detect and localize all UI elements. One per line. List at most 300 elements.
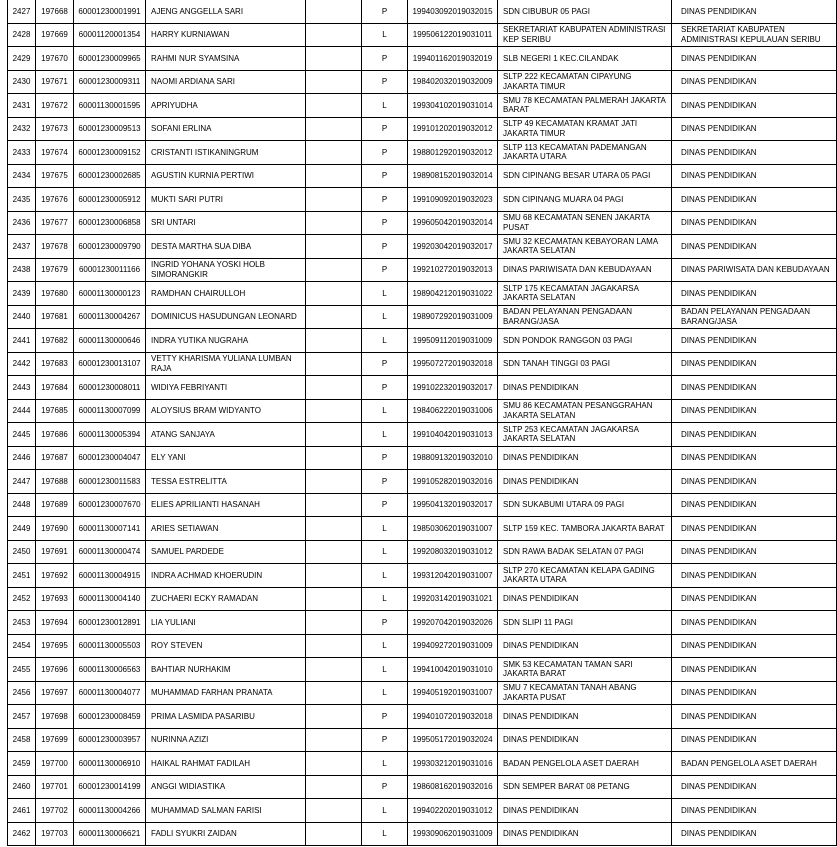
gender-cell: P [362,211,408,235]
gender-cell: L [362,94,408,118]
work-unit-cell: SDN TANAH TINGGI 03 PAGI [498,352,672,376]
row-number-cell: 2454 [8,634,36,658]
gender-cell: L [362,799,408,823]
nip-cell: 199410042019031010 [408,658,498,682]
record-id-cell: 197695 [36,634,74,658]
gender-cell: L [362,564,408,588]
employee-name-cell: DOMINICUS HASUDUNGAN LEONARD [146,305,306,329]
registration-number-cell: 60001230013107 [74,352,146,376]
department-cell: DINAS PENDIDIKAN [672,564,837,588]
table-row [8,658,837,682]
employee-name-cell: SOFANI ERLINA [146,117,306,141]
department-cell: DINAS PENDIDIKAN [672,47,837,71]
nip-cell: 199104042019031013 [408,423,498,447]
record-id-cell: 197693 [36,587,74,611]
registration-number-cell: 60001230001991 [74,0,146,23]
employee-name-cell: VETTY KHARISMA YULIANA LUMBAN RAJA [146,352,306,376]
empty-cell [306,23,362,47]
row-number-cell: 2447 [8,470,36,494]
gender-cell: P [362,235,408,259]
registration-number-cell: 60001130001595 [74,94,146,118]
empty-cell [306,70,362,94]
department-cell: DINAS PENDIDIKAN [672,117,837,141]
employee-name-cell: MUHAMMAD FARHAN PRANATA [146,681,306,705]
row-number-cell: 2431 [8,94,36,118]
registration-number-cell: 60001230006858 [74,211,146,235]
row-number-cell: 2456 [8,681,36,705]
registration-number-cell: 60001130005503 [74,634,146,658]
row-number-cell: 2455 [8,658,36,682]
registration-number-cell: 60001130007141 [74,517,146,541]
nip-cell: 199203142019031021 [408,587,498,611]
row-number-cell: 2442 [8,352,36,376]
table-row [8,258,837,282]
table-row [8,540,837,564]
department-cell: BADAN PENGELOLA ASET DAERAH [672,752,837,776]
gender-cell: L [362,305,408,329]
registration-number-cell: 60001130000474 [74,540,146,564]
table-row [8,94,837,118]
department-cell: DINAS PENDIDIKAN [672,211,837,235]
employee-name-cell: TESSA ESTRELITTA [146,470,306,494]
work-unit-cell: SDN SUKABUMI UTARA 09 PAGI [498,493,672,517]
employee-name-cell: NURINNA AZIZI [146,728,306,752]
gender-cell: P [362,611,408,635]
table-row [8,211,837,235]
empty-cell [306,399,362,423]
table-row [8,705,837,729]
record-id-cell: 197689 [36,493,74,517]
registration-number-cell: 60001230004047 [74,446,146,470]
gender-cell: P [362,352,408,376]
gender-cell: P [362,470,408,494]
employee-name-cell: CRISTANTI ISTIKANINGRUM [146,141,306,165]
table-row [8,799,837,823]
table-row [8,564,837,588]
table-row [8,446,837,470]
nip-cell: 199309062019031009 [408,822,498,846]
table-row [8,188,837,212]
department-cell: DINAS PENDIDIKAN [672,188,837,212]
table-row [8,23,837,47]
employee-name-cell: BAHTIAR NURHAKIM [146,658,306,682]
employee-name-cell: ATANG SANJAYA [146,423,306,447]
registration-number-cell: 60001130004915 [74,564,146,588]
nip-cell: 199304102019031014 [408,94,498,118]
record-id-cell: 197699 [36,728,74,752]
gender-cell: L [362,282,408,306]
table-row [8,587,837,611]
registration-number-cell: 60001130004266 [74,799,146,823]
empty-cell [306,188,362,212]
nip-cell: 198503062019031007 [408,517,498,541]
table-row [8,728,837,752]
registration-number-cell: 60001130000123 [74,282,146,306]
table-row [8,0,837,23]
registration-number-cell: 60001130005394 [74,423,146,447]
department-cell: DINAS PENDIDIKAN [672,94,837,118]
gender-cell: P [362,705,408,729]
work-unit-cell: SLTP 49 KECAMATAN KRAMAT JATI JAKARTA TIMUR [498,117,672,141]
registration-number-cell: 60001130006910 [74,752,146,776]
row-number-cell: 2430 [8,70,36,94]
table-row [8,634,837,658]
record-id-cell: 197701 [36,775,74,799]
nip-cell: 199303212019031016 [408,752,498,776]
nip-cell: 199506122019031011 [408,23,498,47]
department-cell: DINAS PENDIDIKAN [672,775,837,799]
row-number-cell: 2461 [8,799,36,823]
gender-cell: P [362,376,408,400]
work-unit-cell: SDN SEMPER BARAT 08 PETANG [498,775,672,799]
row-number-cell: 2437 [8,235,36,259]
empty-cell [306,47,362,71]
record-id-cell: 197690 [36,517,74,541]
employee-name-cell: ROY STEVEN [146,634,306,658]
employee-name-cell: SAMUEL PARDEDE [146,540,306,564]
department-cell: DINAS PENDIDIKAN [672,799,837,823]
empty-cell [306,446,362,470]
registration-number-cell: 60001130004077 [74,681,146,705]
employee-name-cell: AGUSTIN KURNIA PERTIWI [146,164,306,188]
department-cell: DINAS PENDIDIKAN [672,376,837,400]
empty-cell [306,211,362,235]
empty-cell [306,493,362,517]
empty-cell [306,376,362,400]
table-row [8,352,837,376]
table-row [8,822,837,846]
gender-cell: L [362,822,408,846]
record-id-cell: 197685 [36,399,74,423]
record-id-cell: 197671 [36,70,74,94]
nip-cell: 198809132019032010 [408,446,498,470]
nip-cell: 198406222019031006 [408,399,498,423]
nip-cell: 199312042019031007 [408,564,498,588]
department-cell: DINAS PENDIDIKAN [672,235,837,259]
work-unit-cell: DINAS PENDIDIKAN [498,705,672,729]
work-unit-cell: DINAS PENDIDIKAN [498,822,672,846]
department-cell: DINAS PENDIDIKAN [672,681,837,705]
nip-cell: 199409272019031009 [408,634,498,658]
work-unit-cell: BADAN PENGELOLA ASET DAERAH [498,752,672,776]
registration-number-cell: 60001130006563 [74,658,146,682]
empty-cell [306,681,362,705]
department-cell: DINAS PENDIDIKAN [672,446,837,470]
registration-number-cell: 60001230014199 [74,775,146,799]
work-unit-cell: SEKRETARIAT KABUPATEN ADMINISTRASI KEP SERIBU [498,23,672,47]
nip-cell: 199101202019032012 [408,117,498,141]
empty-cell [306,634,362,658]
record-id-cell: 197676 [36,188,74,212]
work-unit-cell: SLB NEGERI 1 KEC.CILANDAK [498,47,672,71]
row-number-cell: 2445 [8,423,36,447]
row-number-cell: 2441 [8,329,36,353]
row-number-cell: 2428 [8,23,36,47]
gender-cell: P [362,258,408,282]
gender-cell: L [362,517,408,541]
empty-cell [306,587,362,611]
nip-cell: 199507272019032018 [408,352,498,376]
employee-name-cell: MUKTI SARI PUTRI [146,188,306,212]
empty-cell [306,117,362,141]
registration-number-cell: 60001230009152 [74,141,146,165]
row-number-cell: 2460 [8,775,36,799]
row-number-cell: 2458 [8,728,36,752]
department-cell: DINAS PENDIDIKAN [672,705,837,729]
empty-cell [306,799,362,823]
work-unit-cell: DINAS PENDIDIKAN [498,728,672,752]
gender-cell: L [362,329,408,353]
record-id-cell: 197668 [36,0,74,23]
department-cell: DINAS PENDIDIKAN [672,282,837,306]
gender-cell: L [362,540,408,564]
empty-cell [306,540,362,564]
record-id-cell: 197687 [36,446,74,470]
gender-cell: L [362,658,408,682]
empty-cell [306,752,362,776]
nip-cell: 199210272019032013 [408,258,498,282]
record-id-cell: 197669 [36,23,74,47]
work-unit-cell: SLTP 270 KECAMATAN KELAPA GADING JAKARTA UTARA [498,564,672,588]
record-id-cell: 197672 [36,94,74,118]
row-number-cell: 2429 [8,47,36,71]
table-row [8,681,837,705]
row-number-cell: 2453 [8,611,36,635]
department-cell: DINAS PENDIDIKAN [672,164,837,188]
department-cell: DINAS PENDIDIKAN [672,470,837,494]
row-number-cell: 2427 [8,0,36,23]
table-row [8,517,837,541]
employee-name-cell: ELY YANI [146,446,306,470]
record-id-cell: 197681 [36,305,74,329]
department-cell: DINAS PENDIDIKAN [672,493,837,517]
employee-name-cell: HAIKAL RAHMAT FADILAH [146,752,306,776]
department-cell: SEKRETARIAT KABUPATEN ADMINISTRASI KEPULAUAN SERIBU [672,23,837,47]
table-row [8,775,837,799]
table-row [8,164,837,188]
work-unit-cell: SLTP 222 KECAMATAN CIPAYUNG JAKARTA TIMUR [498,70,672,94]
employee-name-cell: WIDIYA FEBRIYANTI [146,376,306,400]
employee-name-cell: FADLI SYUKRI ZAIDAN [146,822,306,846]
gender-cell: P [362,0,408,23]
employee-name-cell: PRIMA LASMIDA PASARIBU [146,705,306,729]
department-cell: DINAS PENDIDIKAN [672,352,837,376]
work-unit-cell: DINAS PENDIDIKAN [498,634,672,658]
record-id-cell: 197698 [36,705,74,729]
empty-cell [306,258,362,282]
record-id-cell: 197682 [36,329,74,353]
table-row [8,399,837,423]
row-number-cell: 2435 [8,188,36,212]
empty-cell [306,423,362,447]
record-id-cell: 197684 [36,376,74,400]
empty-cell [306,822,362,846]
employee-name-cell: INDRA ACHMAD KHOERUDIN [146,564,306,588]
work-unit-cell: SMU 86 KECAMATAN PESANGGRAHAN JAKARTA SELATAN [498,399,672,423]
empty-cell [306,305,362,329]
row-number-cell: 2432 [8,117,36,141]
employee-name-cell: ANGGI WIDIASTIKA [146,775,306,799]
empty-cell [306,564,362,588]
row-number-cell: 2440 [8,305,36,329]
work-unit-cell: SLTP 175 KECAMATAN JAGAKARSA JAKARTA SELATAN [498,282,672,306]
table-row [8,305,837,329]
department-cell: DINAS PENDIDIKAN [672,399,837,423]
nip-cell: 199203042019032017 [408,235,498,259]
table-row [8,235,837,259]
gender-cell: P [362,47,408,71]
department-cell: DINAS PARIWISATA DAN KEBUDAYAAN [672,258,837,282]
record-id-cell: 197678 [36,235,74,259]
registration-number-cell: 60001230012891 [74,611,146,635]
registration-number-cell: 60001230007670 [74,493,146,517]
work-unit-cell: SDN SLIPI 11 PAGI [498,611,672,635]
employee-name-cell: RAHMI NUR SYAMSINA [146,47,306,71]
nip-cell: 199605042019032014 [408,211,498,235]
table-row [8,493,837,517]
table-row [8,329,837,353]
table-row [8,752,837,776]
registration-number-cell: 60001130004140 [74,587,146,611]
registration-number-cell: 60001230005912 [74,188,146,212]
record-id-cell: 197674 [36,141,74,165]
work-unit-cell: SDN CIPINANG MUARA 04 PAGI [498,188,672,212]
record-id-cell: 197683 [36,352,74,376]
record-id-cell: 197702 [36,799,74,823]
work-unit-cell: DINAS PENDIDIKAN [498,470,672,494]
department-cell: DINAS PENDIDIKAN [672,517,837,541]
employee-name-cell: ELIES APRILIANTI HASANAH [146,493,306,517]
gender-cell: P [362,446,408,470]
row-number-cell: 2443 [8,376,36,400]
registration-number-cell: 60001120001354 [74,23,146,47]
empty-cell [306,775,362,799]
gender-cell: L [362,634,408,658]
table-row [8,70,837,94]
table-row [8,141,837,165]
row-number-cell: 2462 [8,822,36,846]
record-id-cell: 197673 [36,117,74,141]
gender-cell: L [362,423,408,447]
work-unit-cell: DINAS PARIWISATA DAN KEBUDAYAAN [498,258,672,282]
row-number-cell: 2450 [8,540,36,564]
employee-table [7,0,837,846]
record-id-cell: 197700 [36,752,74,776]
table-row [8,117,837,141]
empty-cell [306,611,362,635]
gender-cell: L [362,681,408,705]
row-number-cell: 2459 [8,752,36,776]
employee-name-cell: ARIES SETIAWAN [146,517,306,541]
registration-number-cell: 60001130004267 [74,305,146,329]
record-id-cell: 197680 [36,282,74,306]
record-id-cell: 197703 [36,822,74,846]
work-unit-cell: SMU 78 KECAMATAN PALMERAH JAKARTA BARAT [498,94,672,118]
employee-name-cell: AJENG ANGGELLA SARI [146,0,306,23]
nip-cell: 199505172019032024 [408,728,498,752]
nip-cell: 199401072019032018 [408,705,498,729]
record-id-cell: 197677 [36,211,74,235]
nip-cell: 199402202019031012 [408,799,498,823]
nip-cell: 199102232019032017 [408,376,498,400]
row-number-cell: 2449 [8,517,36,541]
empty-cell [306,705,362,729]
employee-name-cell: APRIYUDHA [146,94,306,118]
department-cell: DINAS PENDIDIKAN [672,611,837,635]
row-number-cell: 2436 [8,211,36,235]
department-cell: DINAS PENDIDIKAN [672,822,837,846]
empty-cell [306,164,362,188]
registration-number-cell: 60001230008011 [74,376,146,400]
registration-number-cell: 60001230002685 [74,164,146,188]
department-cell: BADAN PELAYANAN PENGADAAN BARANG/JASA [672,305,837,329]
nip-cell: 199208032019031012 [408,540,498,564]
work-unit-cell: DINAS PENDIDIKAN [498,376,672,400]
department-cell: DINAS PENDIDIKAN [672,423,837,447]
row-number-cell: 2433 [8,141,36,165]
empty-cell [306,235,362,259]
department-cell: DINAS PENDIDIKAN [672,587,837,611]
table-row [8,282,837,306]
gender-cell: L [362,587,408,611]
nip-cell: 199405192019031007 [408,681,498,705]
work-unit-cell: SMU 68 KECAMATAN SENEN JAKARTA PUSAT [498,211,672,235]
employee-name-cell: RAMDHAN CHAIRULLOH [146,282,306,306]
gender-cell: P [362,188,408,212]
empty-cell [306,352,362,376]
nip-cell: 198904212019031022 [408,282,498,306]
registration-number-cell: 60001230008459 [74,705,146,729]
department-cell: DINAS PENDIDIKAN [672,540,837,564]
gender-cell: P [362,164,408,188]
employee-name-cell: ALOYSIUS BRAM WIDYANTO [146,399,306,423]
empty-cell [306,470,362,494]
row-number-cell: 2434 [8,164,36,188]
record-id-cell: 197679 [36,258,74,282]
registration-number-cell: 60001230009790 [74,235,146,259]
gender-cell: L [362,752,408,776]
registration-number-cell: 60001130007099 [74,399,146,423]
nip-cell: 199403092019032015 [408,0,498,23]
record-id-cell: 197697 [36,681,74,705]
nip-cell: 198801292019032012 [408,141,498,165]
work-unit-cell: SLTP 159 KEC. TAMBORA JAKARTA BARAT [498,517,672,541]
table-row [8,47,837,71]
empty-cell [306,517,362,541]
work-unit-cell: BADAN PELAYANAN PENGADAAN BARANG/JASA [498,305,672,329]
nip-cell: 199401162019032019 [408,47,498,71]
nip-cell: 199207042019032026 [408,611,498,635]
registration-number-cell: 60001230009513 [74,117,146,141]
nip-cell: 199509112019031009 [408,329,498,353]
department-cell: DINAS PENDIDIKAN [672,70,837,94]
work-unit-cell: SMU 7 KECAMATAN TANAH ABANG JAKARTA PUSAT [498,681,672,705]
table-row [8,423,837,447]
work-unit-cell: SDN CIBUBUR 05 PAGI [498,0,672,23]
department-cell: DINAS PENDIDIKAN [672,0,837,23]
work-unit-cell: SMK 53 KECAMATAN TAMAN SARI JAKARTA BARAT [498,658,672,682]
gender-cell: P [362,141,408,165]
employee-name-cell: MUHAMMAD SALMAN FARISI [146,799,306,823]
row-number-cell: 2444 [8,399,36,423]
row-number-cell: 2457 [8,705,36,729]
employee-name-cell: LIA YULIANI [146,611,306,635]
employee-table-body [8,0,837,846]
employee-name-cell: NAOMI ARDIANA SARI [146,70,306,94]
record-id-cell: 197696 [36,658,74,682]
employee-name-cell: HARRY KURNIAWAN [146,23,306,47]
row-number-cell: 2438 [8,258,36,282]
